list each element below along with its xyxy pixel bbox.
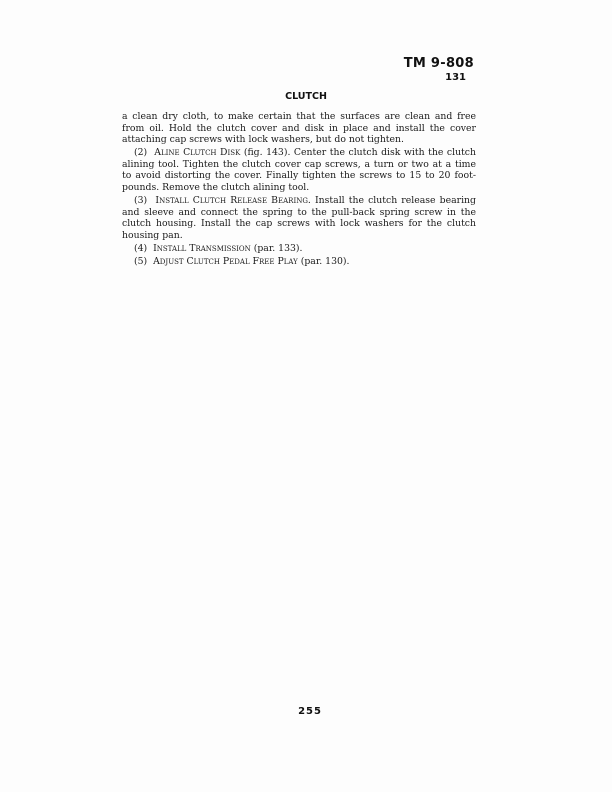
step-5: (5) Adjust Clutch Pedal Free Play (par. 130).: [134, 256, 350, 268]
step-heading: Adjust Clutch Pedal Free Play: [153, 256, 298, 268]
paragraph-continuation: a clean dry cloth, to make certain that the surfaces are clean and free from oil. Hold the clutch cover and disk in place and install the cover attaching cap screws with lock washers, but do not tighten.: [122, 111, 476, 146]
page-number: 255: [298, 706, 322, 717]
body-text: [122, 111, 476, 269]
step-2: (2) Aline Clutch Disk (fig. 143). Center the clutch disk with the clutch alining tool. Tighten the clutch cover cap screws, a turn or two at a time to avoid distorting the cover. Finally tighten the screws to 15 to 20 foot-pounds. Remove the clutch alining tool.: [122, 147, 476, 194]
step-3: (3) Install Clutch Release Bearing. Install the clutch release bearing and sleeve and connect the spring to the pull-back spring screw in the clutch housing. Install the cap screws with lock washers for the clutch housing pan.: [122, 195, 476, 241]
step-4: (4) Install Transmission (par. 133).: [134, 243, 303, 255]
step-heading: Install Transmission: [153, 243, 251, 255]
step-heading: Aline Clutch Disk: [154, 147, 241, 159]
section-title: CLUTCH: [285, 91, 327, 102]
step-heading: Install Clutch Release Bearing.: [155, 195, 311, 207]
paragraph-number: 131: [445, 72, 466, 83]
manual-number: TM 9-808: [403, 56, 474, 71]
